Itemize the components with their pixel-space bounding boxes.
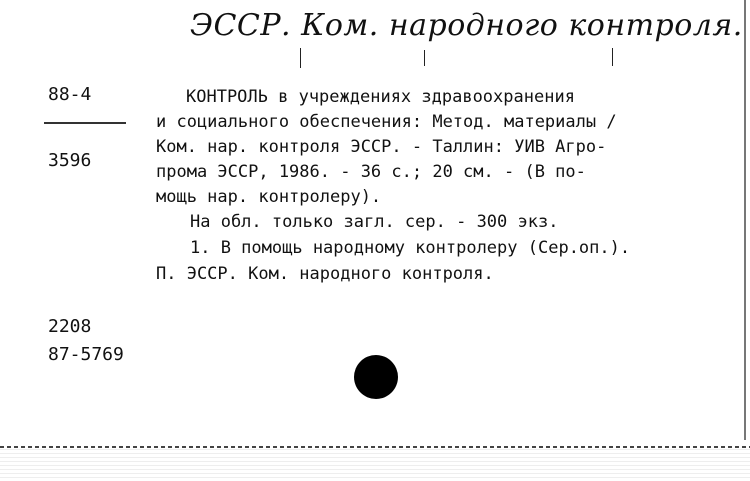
description-line: мощь нар. контролеру). [156,187,382,207]
description-line: 1. В помощь народному контролеру (Сер.оп.). [190,238,631,258]
accession-number: 2208 [48,316,92,337]
heading-tick-mark [612,48,613,66]
description-line: и социального обеспечения: Метод. материалы / [156,112,617,132]
call-number-rule [44,122,126,124]
heading-tick-mark [424,50,425,66]
scan-margin [0,448,750,481]
accession-number: 87-5769 [48,344,124,365]
call-number: 88-4 [48,84,92,105]
description-line: П. ЭССР. Ком. народного контроля. [156,264,494,284]
description-line: КОНТРОЛЬ в учреждениях здравоохранения [186,87,575,107]
description-line: прома ЭССР, 1986. - 36 с.; 20 см. - (В по- [156,162,586,182]
call-number: 3596 [48,150,92,171]
description-line: На обл. только загл. сер. - 300 экз. [190,212,559,232]
description-line: Ком. нар. контроля ЭССР. - Таллин: УИВ Агро- [156,137,607,157]
punch-hole [354,355,398,399]
heading-tick-mark [300,48,301,68]
card-right-edge [744,0,746,440]
card-heading: ЭССР. Ком. народного контроля. [190,8,743,43]
